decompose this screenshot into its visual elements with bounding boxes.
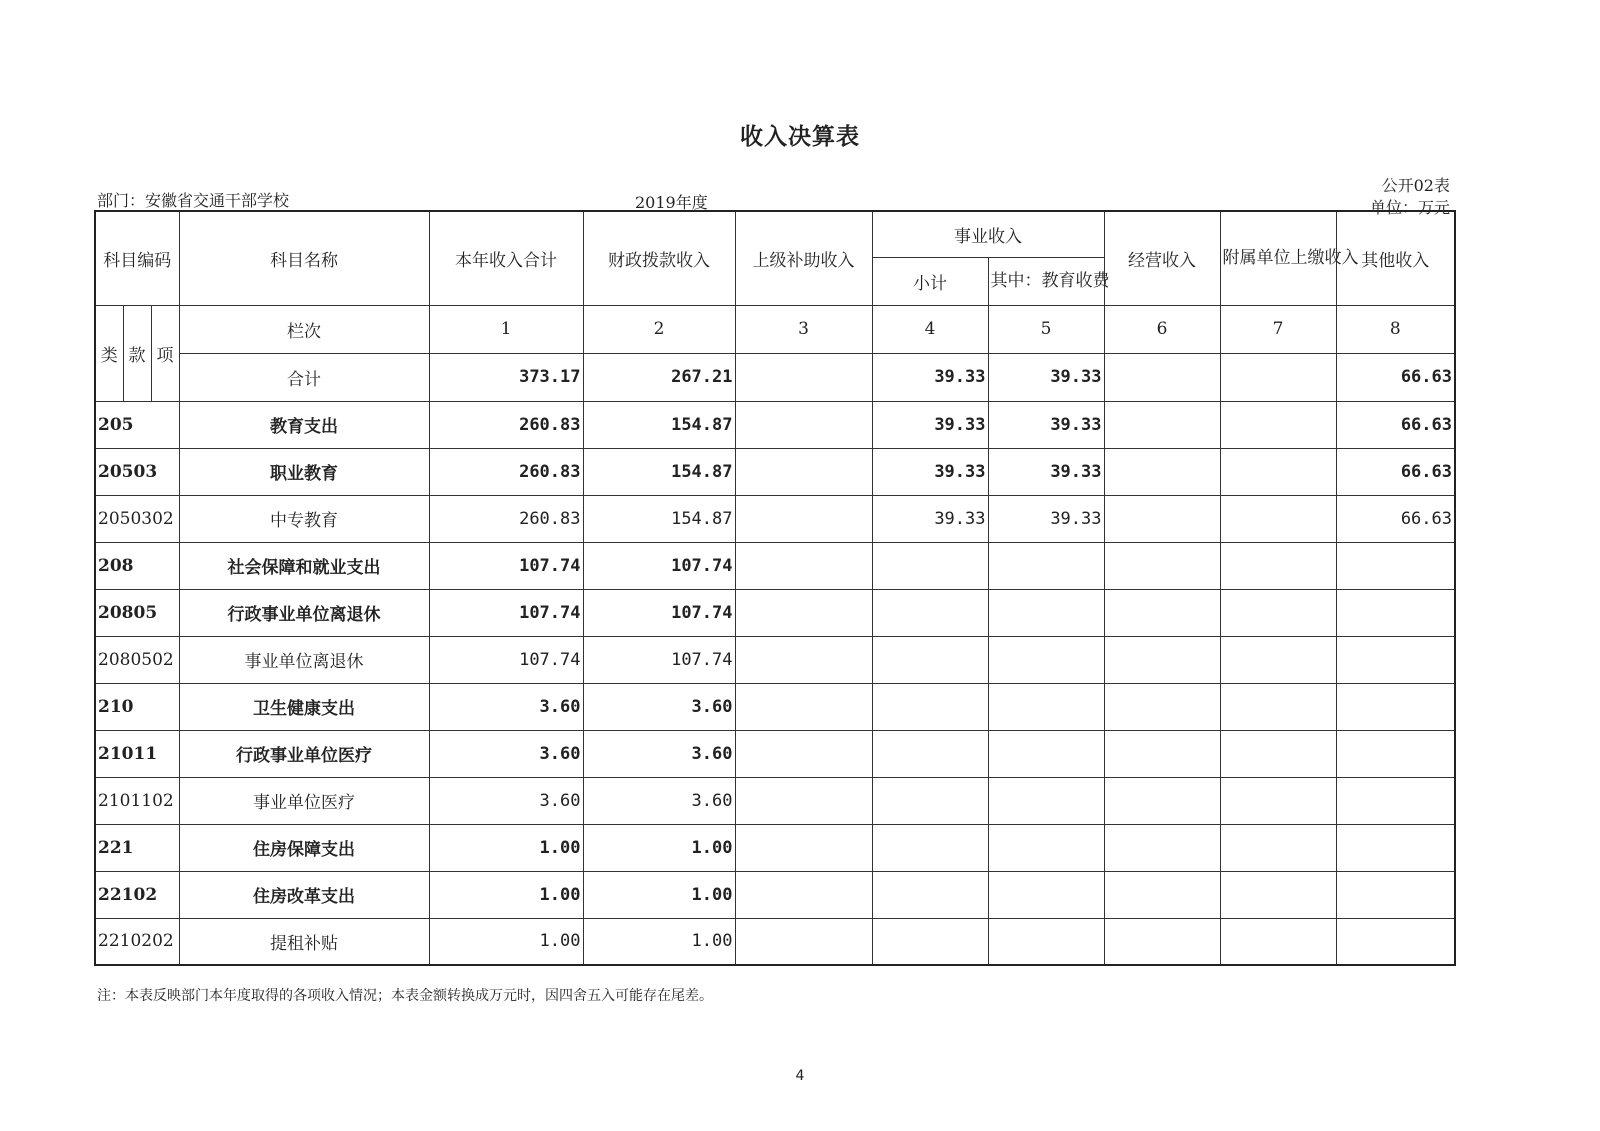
table-row xyxy=(95,448,1455,495)
amount-cell xyxy=(1220,589,1336,636)
amount-cell: 260.83 xyxy=(429,401,583,448)
table-row xyxy=(95,589,1455,636)
amount-cell: 154.87 xyxy=(583,495,735,542)
fiscal-year: 2019年度 xyxy=(635,193,708,212)
total-value: 267.21 xyxy=(583,353,735,401)
subject-name: 社会保障和就业支出 xyxy=(179,542,429,589)
footnote: 注：本表反映部门本年度取得的各项收入情况；本表金额转换成万元时，因四舍五入可能存在尾差。 xyxy=(97,988,713,1004)
header-lei: 类 xyxy=(95,305,123,401)
amount-cell: 3.60 xyxy=(429,777,583,824)
amount-cell xyxy=(1220,871,1336,918)
table-row xyxy=(95,730,1455,777)
amount-cell: 3.60 xyxy=(429,730,583,777)
column-number: 7 xyxy=(1220,305,1336,353)
table-row xyxy=(95,401,1455,448)
amount-cell xyxy=(735,683,872,730)
amount-cell: 39.33 xyxy=(988,448,1104,495)
amount-cell: 1.00 xyxy=(583,871,735,918)
total-value xyxy=(1220,353,1336,401)
total-row xyxy=(95,353,1455,401)
table-row xyxy=(95,777,1455,824)
amount-cell xyxy=(1336,542,1455,589)
amount-cell xyxy=(1336,589,1455,636)
total-value xyxy=(1104,353,1220,401)
column-number: 1 xyxy=(429,305,583,353)
column-number: 3 xyxy=(735,305,872,353)
subject-code: 2050302 xyxy=(95,495,179,542)
amount-cell xyxy=(1220,401,1336,448)
amount-cell xyxy=(1104,918,1220,965)
amount-cell xyxy=(988,683,1104,730)
amount-cell xyxy=(988,918,1104,965)
amount-cell xyxy=(735,542,872,589)
amount-cell xyxy=(1336,730,1455,777)
amount-cell: 39.33 xyxy=(988,495,1104,542)
amount-cell: 3.60 xyxy=(583,730,735,777)
subject-name: 行政事业单位离退休 xyxy=(179,589,429,636)
amount-cell xyxy=(872,683,988,730)
amount-cell xyxy=(988,636,1104,683)
total-label: 合计 xyxy=(179,353,429,401)
column-number: 6 xyxy=(1104,305,1220,353)
amount-cell xyxy=(1220,636,1336,683)
amount-cell xyxy=(735,495,872,542)
amount-cell xyxy=(872,777,988,824)
amount-cell xyxy=(1104,448,1220,495)
total-value: 39.33 xyxy=(872,353,988,401)
amount-cell: 107.74 xyxy=(583,542,735,589)
column-number: 2 xyxy=(583,305,735,353)
amount-cell: 39.33 xyxy=(872,401,988,448)
department-label: 部门：安徽省交通干部学校 xyxy=(97,191,290,210)
subject-code: 208 xyxy=(95,542,179,589)
header-xiang: 项 xyxy=(151,305,179,401)
amount-cell: 39.33 xyxy=(988,401,1104,448)
column-number: 5 xyxy=(988,305,1104,353)
subject-code: 210 xyxy=(95,683,179,730)
amount-cell xyxy=(735,824,872,871)
unit-label: 单位：万元 xyxy=(1369,198,1450,217)
subject-name: 中专教育 xyxy=(179,495,429,542)
amount-cell xyxy=(1104,683,1220,730)
amount-cell: 1.00 xyxy=(429,824,583,871)
total-value xyxy=(735,353,872,401)
amount-cell xyxy=(1336,683,1455,730)
amount-cell xyxy=(1336,918,1455,965)
amount-cell: 3.60 xyxy=(429,683,583,730)
amount-cell xyxy=(1220,918,1336,965)
amount-cell xyxy=(1336,777,1455,824)
subject-name: 教育支出 xyxy=(179,401,429,448)
subject-code: 21011 xyxy=(95,730,179,777)
subject-name: 行政事业单位医疗 xyxy=(179,730,429,777)
amount-cell: 260.83 xyxy=(429,495,583,542)
amount-cell xyxy=(872,918,988,965)
table-row xyxy=(95,542,1455,589)
amount-cell xyxy=(1336,636,1455,683)
amount-cell: 39.33 xyxy=(872,448,988,495)
amount-cell xyxy=(1104,777,1220,824)
subject-name: 住房保障支出 xyxy=(179,824,429,871)
subject-name: 事业单位离退休 xyxy=(179,636,429,683)
header-total: 本年收入合计 xyxy=(429,211,583,305)
amount-cell xyxy=(1220,683,1336,730)
amount-cell xyxy=(1336,824,1455,871)
amount-cell xyxy=(988,871,1104,918)
subject-code: 205 xyxy=(95,401,179,448)
amount-cell: 107.74 xyxy=(429,589,583,636)
amount-cell xyxy=(988,730,1104,777)
amount-cell xyxy=(1104,495,1220,542)
amount-cell: 66.63 xyxy=(1336,495,1455,542)
form-number: 公开02表 xyxy=(1381,176,1450,195)
amount-cell xyxy=(988,777,1104,824)
amount-cell xyxy=(735,448,872,495)
header-kuan: 款 xyxy=(123,305,151,401)
amount-cell: 3.60 xyxy=(583,683,735,730)
amount-cell: 1.00 xyxy=(583,918,735,965)
amount-cell: 107.74 xyxy=(583,636,735,683)
amount-cell: 260.83 xyxy=(429,448,583,495)
amount-cell xyxy=(1220,777,1336,824)
amount-cell xyxy=(1104,824,1220,871)
amount-cell xyxy=(1220,495,1336,542)
subject-code: 20805 xyxy=(95,589,179,636)
page-title: 收入决算表 xyxy=(740,124,860,150)
subject-name: 提租补贴 xyxy=(179,918,429,965)
header-column-order: 栏次 xyxy=(179,305,429,353)
amount-cell xyxy=(1220,824,1336,871)
amount-cell xyxy=(735,918,872,965)
amount-cell: 1.00 xyxy=(429,871,583,918)
subject-code: 2101102 xyxy=(95,777,179,824)
amount-cell xyxy=(872,824,988,871)
subject-code: 22102 xyxy=(95,871,179,918)
amount-cell xyxy=(872,871,988,918)
amount-cell: 3.60 xyxy=(583,777,735,824)
amount-cell xyxy=(1104,542,1220,589)
header-operating: 经营收入 xyxy=(1104,211,1220,305)
amount-cell xyxy=(735,777,872,824)
subject-code: 221 xyxy=(95,824,179,871)
amount-cell: 154.87 xyxy=(583,448,735,495)
amount-cell xyxy=(735,871,872,918)
amount-cell xyxy=(1220,448,1336,495)
amount-cell xyxy=(735,401,872,448)
amount-cell xyxy=(735,589,872,636)
amount-cell xyxy=(1220,542,1336,589)
amount-cell xyxy=(1104,589,1220,636)
header-other: 其他收入 xyxy=(1336,211,1455,305)
column-number: 8 xyxy=(1336,305,1455,353)
amount-cell xyxy=(1104,871,1220,918)
amount-cell xyxy=(988,589,1104,636)
total-value: 373.17 xyxy=(429,353,583,401)
table-row xyxy=(95,871,1455,918)
table-row xyxy=(95,683,1455,730)
amount-cell xyxy=(872,730,988,777)
header-name: 科目名称 xyxy=(179,211,429,305)
subject-name: 事业单位医疗 xyxy=(179,777,429,824)
header-edu-fee: 其中：教育收费 xyxy=(988,257,1104,305)
header-business-income: 事业收入 xyxy=(872,211,1104,257)
amount-cell: 39.33 xyxy=(872,495,988,542)
header-superior: 上级补助收入 xyxy=(735,211,872,305)
amount-cell: 107.74 xyxy=(429,636,583,683)
table-row xyxy=(95,636,1455,683)
subject-code: 2210202 xyxy=(95,918,179,965)
amount-cell: 66.63 xyxy=(1336,448,1455,495)
amount-cell xyxy=(988,824,1104,871)
amount-cell xyxy=(1104,636,1220,683)
amount-cell xyxy=(1336,871,1455,918)
total-value: 66.63 xyxy=(1336,353,1455,401)
table-row xyxy=(95,918,1455,965)
amount-cell: 107.74 xyxy=(429,542,583,589)
amount-cell xyxy=(872,636,988,683)
header-affiliated: 附属单位上缴收入 xyxy=(1220,211,1336,305)
amount-cell xyxy=(1104,730,1220,777)
header-subtotal: 小计 xyxy=(872,257,988,305)
amount-cell xyxy=(1220,730,1336,777)
amount-cell xyxy=(735,730,872,777)
table-row xyxy=(95,824,1455,871)
header-fiscal: 财政拨款收入 xyxy=(583,211,735,305)
amount-cell xyxy=(872,542,988,589)
page-number: 4 xyxy=(795,1068,805,1084)
amount-cell: 1.00 xyxy=(583,824,735,871)
total-value: 39.33 xyxy=(988,353,1104,401)
amount-cell: 66.63 xyxy=(1336,401,1455,448)
amount-cell xyxy=(735,636,872,683)
amount-cell xyxy=(1104,401,1220,448)
subject-name: 卫生健康支出 xyxy=(179,683,429,730)
subject-code: 20503 xyxy=(95,448,179,495)
column-number: 4 xyxy=(872,305,988,353)
amount-cell: 107.74 xyxy=(583,589,735,636)
subject-name: 住房改革支出 xyxy=(179,871,429,918)
header-code: 科目编码 xyxy=(95,211,179,305)
subject-name: 职业教育 xyxy=(179,448,429,495)
table-row xyxy=(95,495,1455,542)
amount-cell xyxy=(988,542,1104,589)
income-table xyxy=(94,210,1456,966)
amount-cell: 154.87 xyxy=(583,401,735,448)
subject-code: 2080502 xyxy=(95,636,179,683)
amount-cell xyxy=(872,589,988,636)
amount-cell: 1.00 xyxy=(429,918,583,965)
